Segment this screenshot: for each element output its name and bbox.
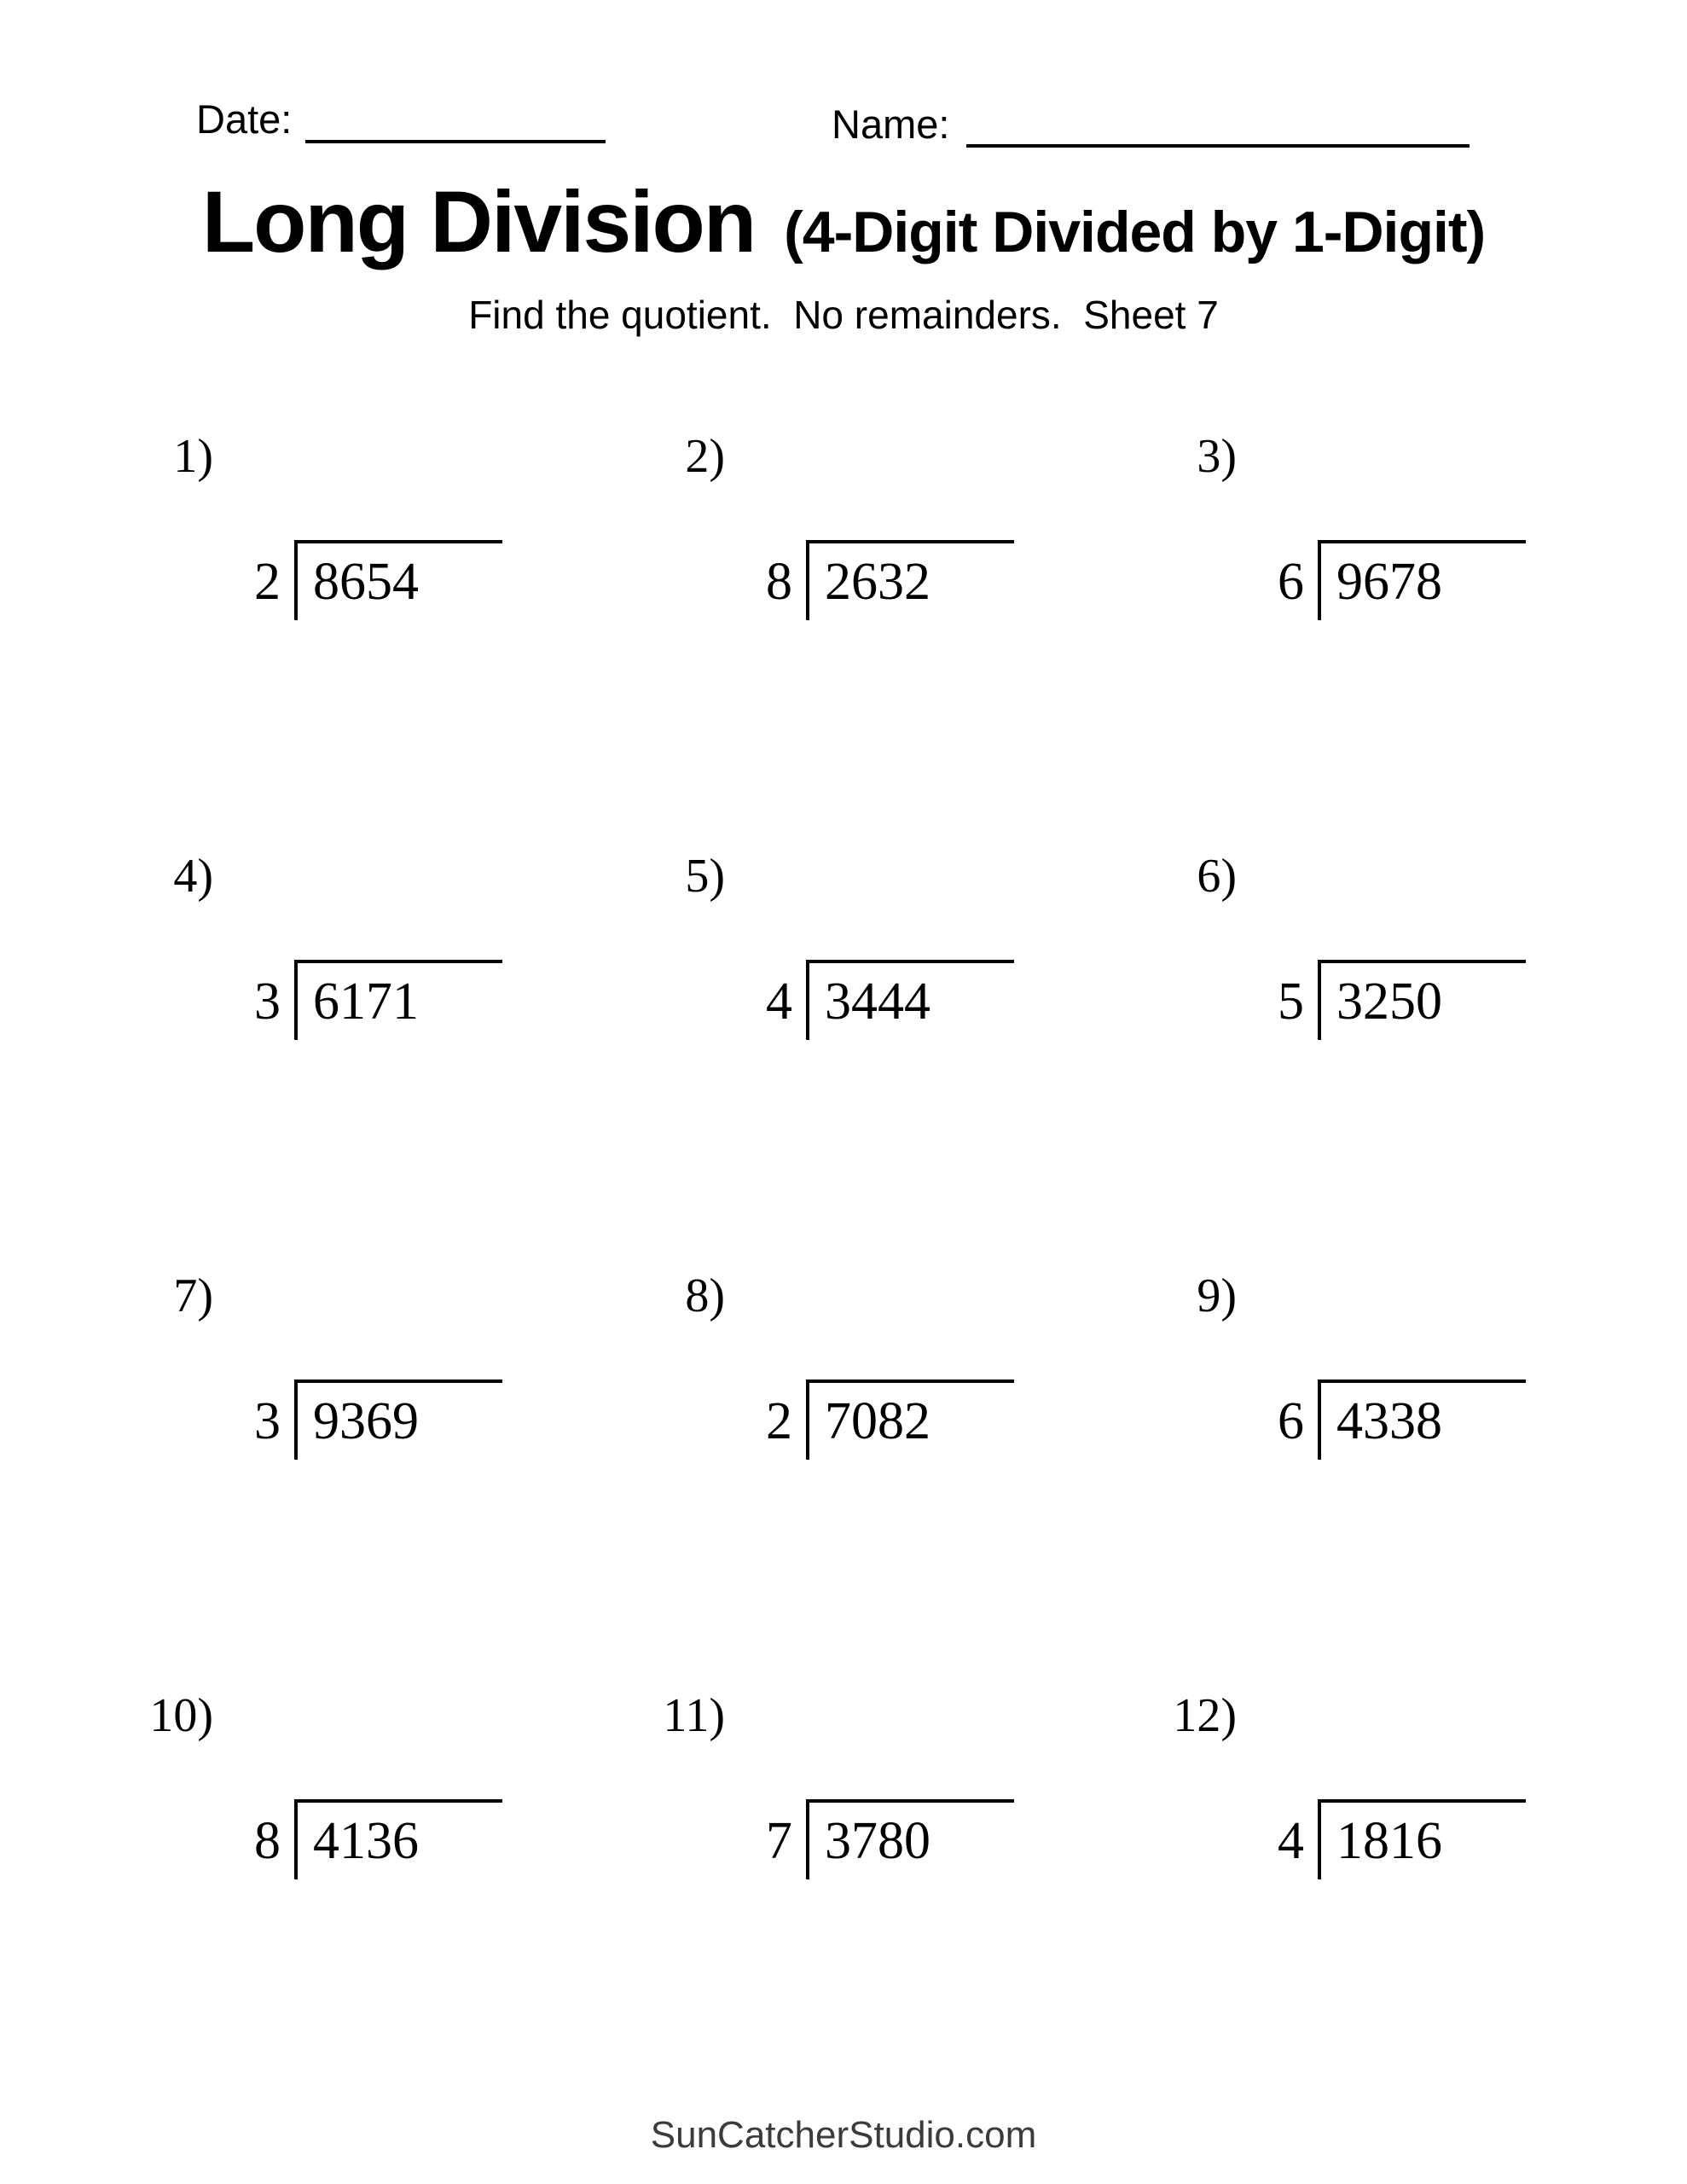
problem-number: 5)	[685, 850, 725, 903]
divisor: 5	[1278, 972, 1304, 1031]
name-fill-line	[966, 144, 1470, 148]
problem-number: 7)	[173, 1269, 213, 1322]
problem-7	[128, 1270, 640, 1690]
page-title: Long Division	[201, 173, 756, 270]
dividend: 3250	[1318, 960, 1526, 1040]
problem-number: 10)	[149, 1689, 213, 1742]
division-expression	[766, 540, 1151, 620]
divisor: 6	[1278, 1391, 1304, 1450]
division-expression	[254, 540, 640, 620]
division-expression	[766, 1380, 1151, 1460]
title-row	[0, 172, 1687, 272]
divisor: 2	[254, 552, 281, 611]
divisor: 3	[254, 972, 281, 1031]
dividend: 3780	[806, 1799, 1014, 1879]
problem-number: 3)	[1197, 430, 1237, 483]
division-expression	[1278, 1799, 1663, 1879]
divisor: 8	[766, 552, 792, 611]
dividend: 4338	[1318, 1380, 1526, 1460]
problem-number: 11)	[663, 1689, 725, 1742]
problem-3	[1151, 431, 1663, 851]
division-expression	[766, 1799, 1151, 1879]
name-label: Name:	[832, 102, 950, 147]
problem-number: 2)	[685, 430, 725, 483]
dividend: 8654	[294, 540, 502, 620]
footer-credit: SunCatcherStudio.com	[650, 2114, 1037, 2156]
dividend: 1816	[1318, 1799, 1526, 1879]
problem-12	[1151, 1690, 1663, 2110]
problem-2	[640, 431, 1151, 851]
problem-number: 4)	[173, 850, 213, 903]
divisor: 3	[254, 1391, 281, 1450]
dividend: 9369	[294, 1380, 502, 1460]
division-expression	[254, 960, 640, 1040]
division-expression	[254, 1799, 640, 1879]
problem-number: 1)	[173, 430, 213, 483]
problem-number: 12)	[1173, 1689, 1237, 1742]
dividend: 2632	[806, 540, 1014, 620]
problem-6	[1151, 851, 1663, 1270]
problem-5	[640, 851, 1151, 1270]
problem-11	[640, 1690, 1151, 2110]
problem-number: 8)	[685, 1269, 725, 1322]
problem-4	[128, 851, 640, 1270]
divisor: 4	[766, 972, 792, 1031]
problem-8	[640, 1270, 1151, 1690]
division-expression	[1278, 540, 1663, 620]
divisor: 8	[254, 1811, 281, 1870]
problem-number: 6)	[1197, 850, 1237, 903]
division-expression	[766, 960, 1151, 1040]
date-fill-line	[305, 140, 606, 143]
problem-9	[1151, 1270, 1663, 1690]
instructions: Find the quotient. No remainders. Sheet 7	[468, 293, 1219, 337]
dividend: 9678	[1318, 540, 1526, 620]
date-label: Date:	[196, 96, 293, 142]
division-expression	[254, 1380, 640, 1460]
divisor: 4	[1278, 1811, 1304, 1870]
division-expression	[1278, 1380, 1663, 1460]
dividend: 3444	[806, 960, 1014, 1040]
divisor: 7	[766, 1811, 792, 1870]
divisor: 2	[766, 1391, 792, 1450]
dividend: 4136	[294, 1799, 502, 1879]
problem-10	[128, 1690, 640, 2110]
dividend: 7082	[806, 1380, 1014, 1460]
divisor: 6	[1278, 552, 1304, 611]
division-expression	[1278, 960, 1663, 1040]
title-qualifier: (4-Digit Divided by 1-Digit)	[784, 200, 1486, 264]
problem-1	[128, 431, 640, 851]
problem-number: 9)	[1197, 1269, 1237, 1322]
problems-grid	[128, 431, 1663, 2110]
dividend: 6171	[294, 960, 502, 1040]
